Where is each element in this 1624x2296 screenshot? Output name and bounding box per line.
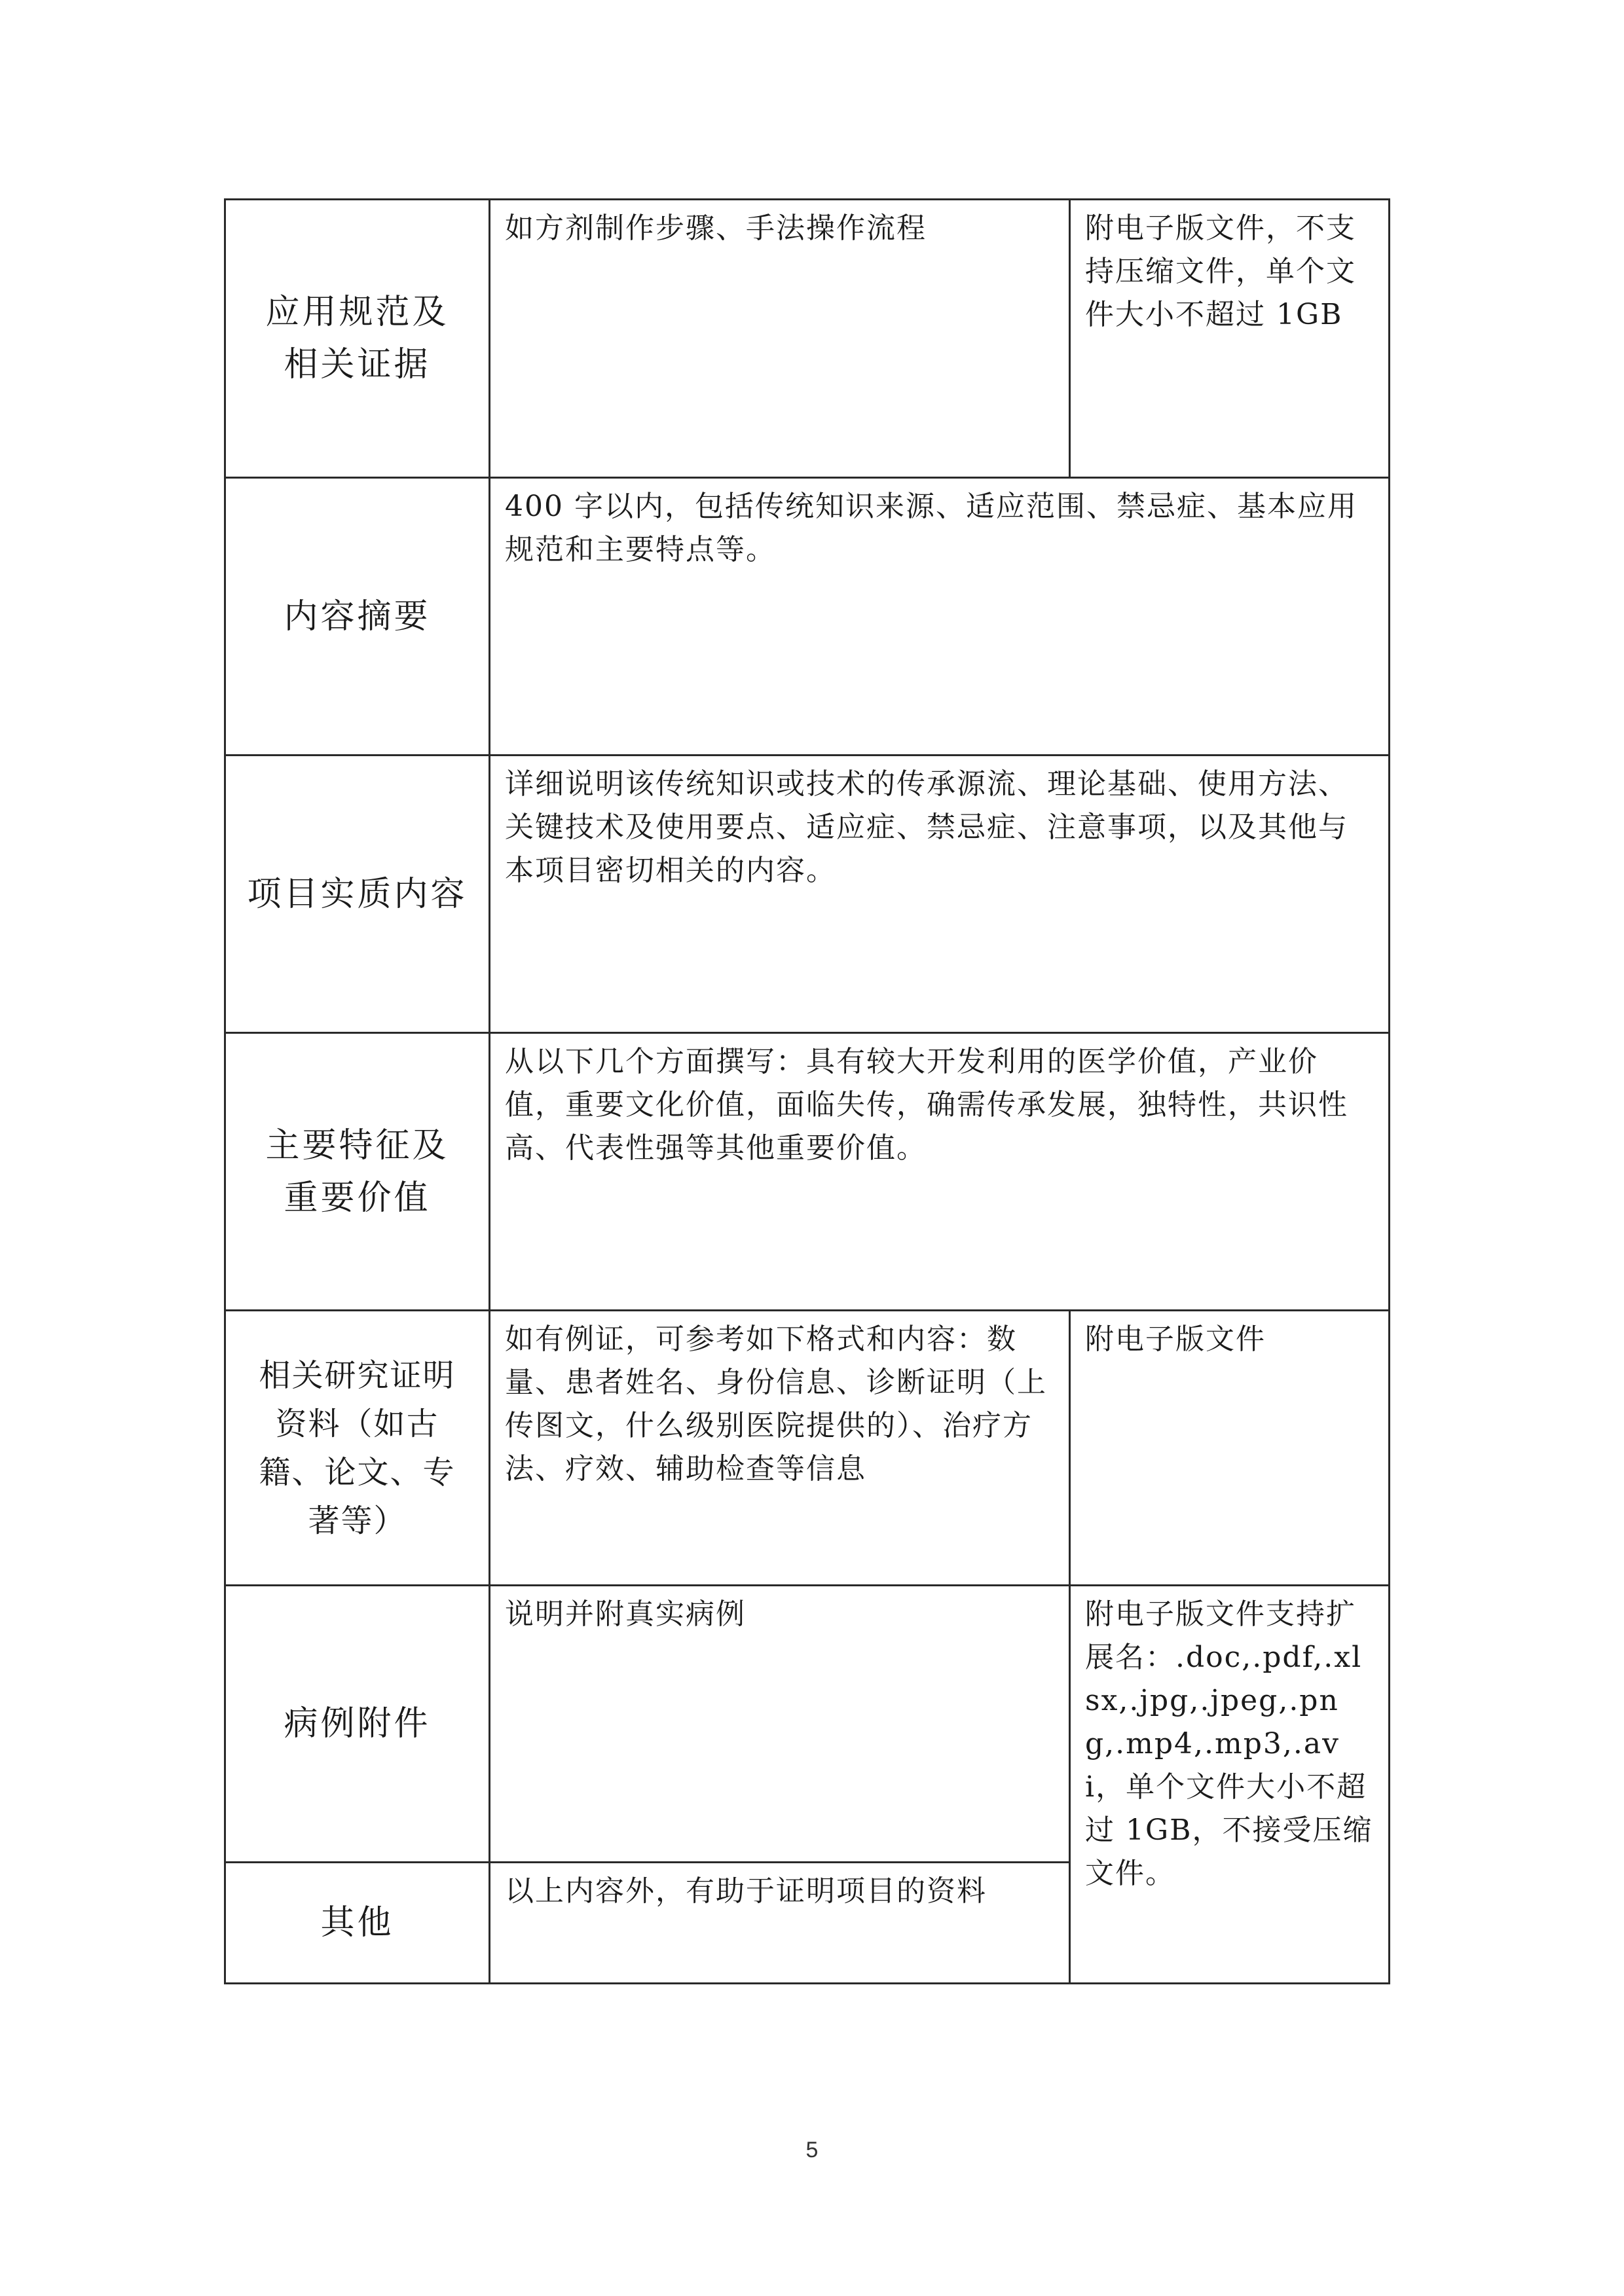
table-row bbox=[225, 478, 1390, 756]
row-content-cell bbox=[490, 1311, 1070, 1586]
row-label: 应用规范及相关证据 bbox=[265, 293, 449, 384]
row-content-cell bbox=[490, 1586, 1070, 1863]
table-row bbox=[225, 200, 1390, 478]
row-label: 其他 bbox=[320, 1903, 394, 1942]
row-label-cell bbox=[225, 1311, 490, 1586]
row-content: 如方剂制作步骤、手法操作流程 bbox=[505, 211, 927, 245]
row-content: 从以下几个方面撰写：具有较大开发利用的医学价值，产业价值，重要文化价值，面临失传，确需传承发展，独特性，共识性高、代表性强等其他重要价值。 bbox=[505, 1045, 1348, 1165]
application-form-table bbox=[224, 198, 1390, 1984]
row-content: 详细说明该传统知识或技术的传承源流、理论基础、使用方法、关键技术及使用要点、适应症、禁忌症、注意事项，以及其他与本项目密切相关的内容。 bbox=[505, 767, 1348, 887]
row-note: 附电子版文件，不支持压缩文件，单个文件大小不超过 1GB bbox=[1085, 211, 1356, 331]
table-row bbox=[225, 1586, 1390, 1863]
table-row bbox=[225, 756, 1390, 1033]
row-label: 病例附件 bbox=[284, 1704, 431, 1743]
row-note-cell bbox=[1070, 1311, 1390, 1586]
row-content-cell bbox=[490, 478, 1390, 756]
table-row bbox=[225, 1311, 1390, 1586]
row-label-cell bbox=[225, 756, 490, 1033]
row-label-cell bbox=[225, 200, 490, 478]
row-note: 附电子版文件支持扩展名：.doc,.pdf,.xlsx,.jpg,.jpeg,.png,.mp4,.mp3,.avi，单个文件大小不超过 1GB，不接受压缩文件。 bbox=[1085, 1597, 1373, 1890]
row-content: 说明并附真实病例 bbox=[505, 1597, 746, 1631]
row-content-cell bbox=[490, 756, 1390, 1033]
row-label-cell bbox=[225, 478, 490, 756]
row-note-cell bbox=[1070, 1586, 1390, 1984]
row-content: 如有例证，可参考如下格式和内容：数量、患者姓名、身份信息、诊断证明（上传图文，什么级别医院提供的）、治疗方法、疗效、辅助检查等信息 bbox=[505, 1322, 1047, 1485]
row-content: 400 字以内，包括传统知识来源、适应范围、禁忌症、基本应用规范和主要特点等。 bbox=[505, 490, 1357, 566]
row-label: 相关研究证明资料（如古籍、论文、专著等） bbox=[259, 1357, 456, 1539]
row-label: 内容摘要 bbox=[284, 596, 431, 636]
row-label-cell bbox=[225, 1033, 490, 1311]
row-label-cell bbox=[225, 1586, 490, 1863]
row-content: 以上内容外，有助于证明项目的资料 bbox=[505, 1874, 987, 1908]
row-label: 主要特征及重要价值 bbox=[265, 1125, 449, 1218]
row-label: 项目实质内容 bbox=[247, 874, 468, 914]
row-content-cell bbox=[490, 1033, 1390, 1311]
table-row bbox=[225, 1033, 1390, 1311]
row-note-cell bbox=[1070, 200, 1390, 478]
row-content-cell bbox=[490, 200, 1070, 478]
page-number: 5 bbox=[805, 2138, 819, 2162]
row-note: 附电子版文件 bbox=[1085, 1322, 1266, 1356]
row-label-cell bbox=[225, 1863, 490, 1984]
row-content-cell bbox=[490, 1863, 1070, 1984]
